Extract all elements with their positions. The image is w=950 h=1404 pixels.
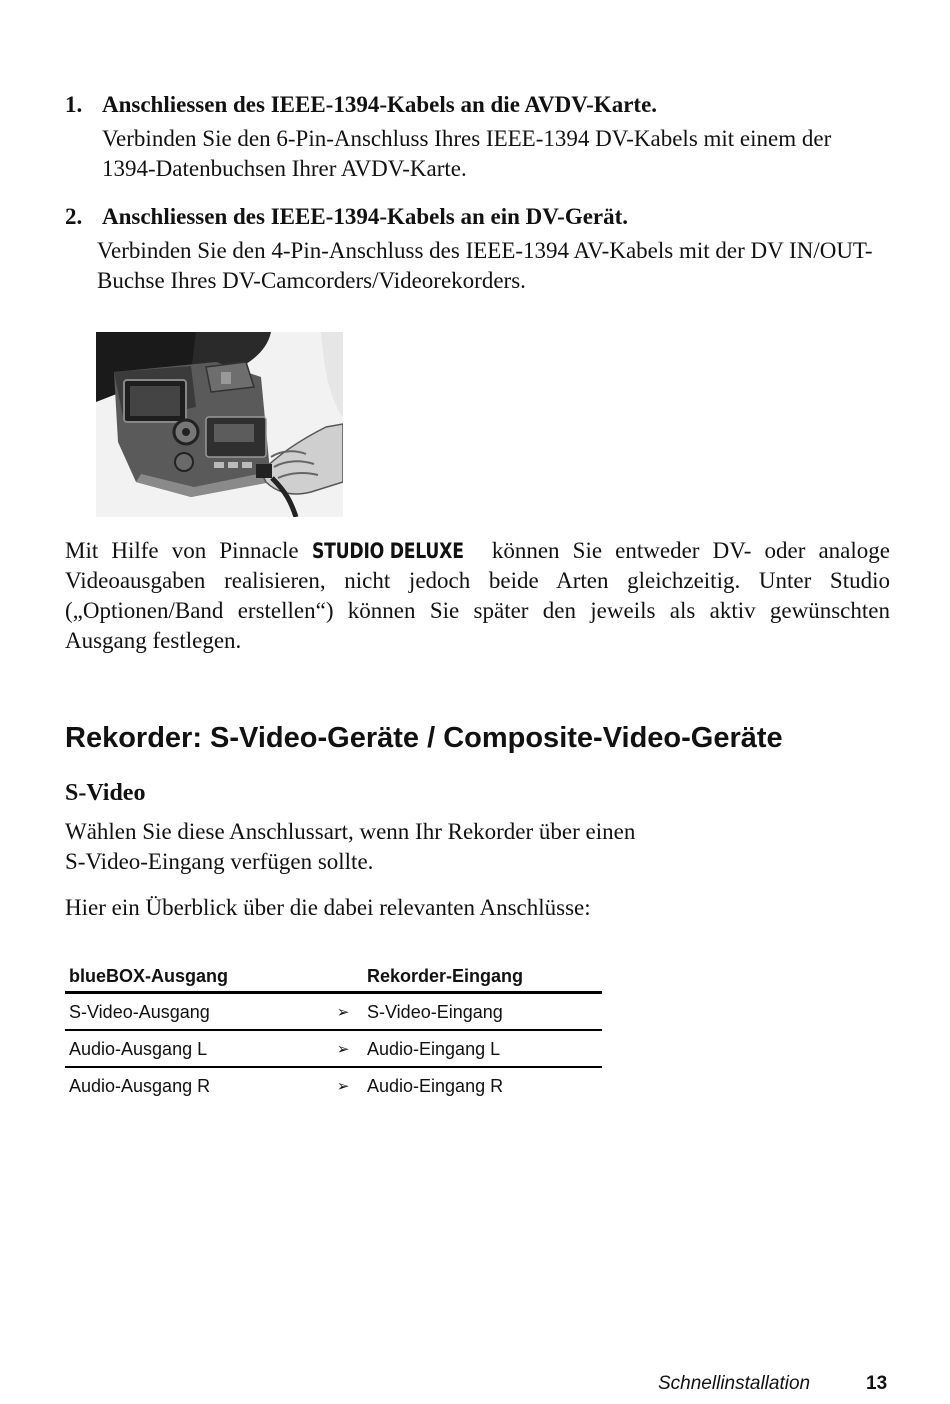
- input-cell: Audio-Eingang R: [367, 1075, 504, 1096]
- camcorder-cable-photo: [96, 332, 343, 517]
- output-cell: Audio-Ausgang R: [69, 1075, 211, 1096]
- step-2-body: Verbinden Sie den 4-Pin-Anschluss des IEEE-1394 AV-Kabels mit der DV IN/OUT-Buchse Ihres DV-Camcorders/Videorekorders.: [97, 238, 873, 293]
- connection-table-header: [65, 960, 602, 993]
- step-2-title: Anschliessen des IEEE-1394-Kabels an ein DV-Gerät.: [102, 204, 629, 229]
- s-video-paragraph: [65, 817, 890, 877]
- intro-text-after-brand: können Sie entweder DV- oder analoge Videoausgaben realisieren, nicht jedoch beide Arten gleichzeitig. Unter Studio („Optionen/Band erstellen“) können Sie später den jeweils als aktiv gewünschten Ausgang festlegen.: [65, 538, 890, 653]
- page-number: 13: [866, 1373, 888, 1394]
- section-heading: Rekorder: S-Video-Geräte / Composite-Video-Geräte: [65, 722, 783, 754]
- step-2-title-row: [65, 202, 890, 232]
- step-1-body: Verbinden Sie den 6-Pin-Anschluss Ihres IEEE-1394 DV-Kabels mit einem der 1394-Datenbuchsen Ihrer AVDV-Karte.: [102, 126, 832, 181]
- studio-deluxe-brand: STUDIO DELUXE: [311, 539, 464, 563]
- arrow-right-icon: ➢: [323, 993, 363, 1031]
- step-1: [65, 90, 890, 184]
- connection-table: [65, 960, 602, 1103]
- s-video-subheading: S-Video: [65, 780, 146, 806]
- overview-paragraph: Hier ein Überblick über die dabei relevanten Anschlüsse:: [65, 895, 591, 920]
- input-cell: Audio-Eingang L: [363, 1030, 602, 1067]
- header-recorder-input: Rekorder-Eingang: [363, 960, 602, 993]
- step-1-title: Anschliessen des IEEE-1394-Kabels an die AVDV-Karte.: [102, 92, 658, 117]
- s-video-paragraph-line-2: S-Video-Eingang verfügen sollte.: [65, 849, 374, 874]
- intro-paragraph: [65, 536, 890, 656]
- step-2: [65, 202, 890, 296]
- arrow-right-icon: ➢: [336, 1078, 350, 1095]
- output-cell: Audio-Ausgang L: [65, 1030, 323, 1067]
- step-1-number: 1.: [65, 92, 83, 117]
- intro-text-before-brand: Mit Hilfe von Pinnacle: [65, 538, 312, 563]
- header-bluebox-output: blueBOX-Ausgang: [65, 960, 323, 993]
- arrow-right-icon: ➢: [323, 1030, 363, 1067]
- table-row: [65, 1030, 602, 1067]
- s-video-paragraph-line-1: Wählen Sie diese Anschlussart, wenn Ihr Rekorder über einen: [65, 819, 636, 844]
- step-2-number: 2.: [65, 204, 83, 229]
- step-1-title-row: [65, 90, 890, 120]
- table-row: [65, 1067, 602, 1103]
- input-cell: S-Video-Eingang: [363, 993, 602, 1031]
- output-cell: S-Video-Ausgang: [65, 993, 323, 1031]
- table-row: [65, 993, 602, 1031]
- header-spacer: [323, 960, 363, 993]
- footer-section-label: Schnellinstallation: [658, 1373, 811, 1394]
